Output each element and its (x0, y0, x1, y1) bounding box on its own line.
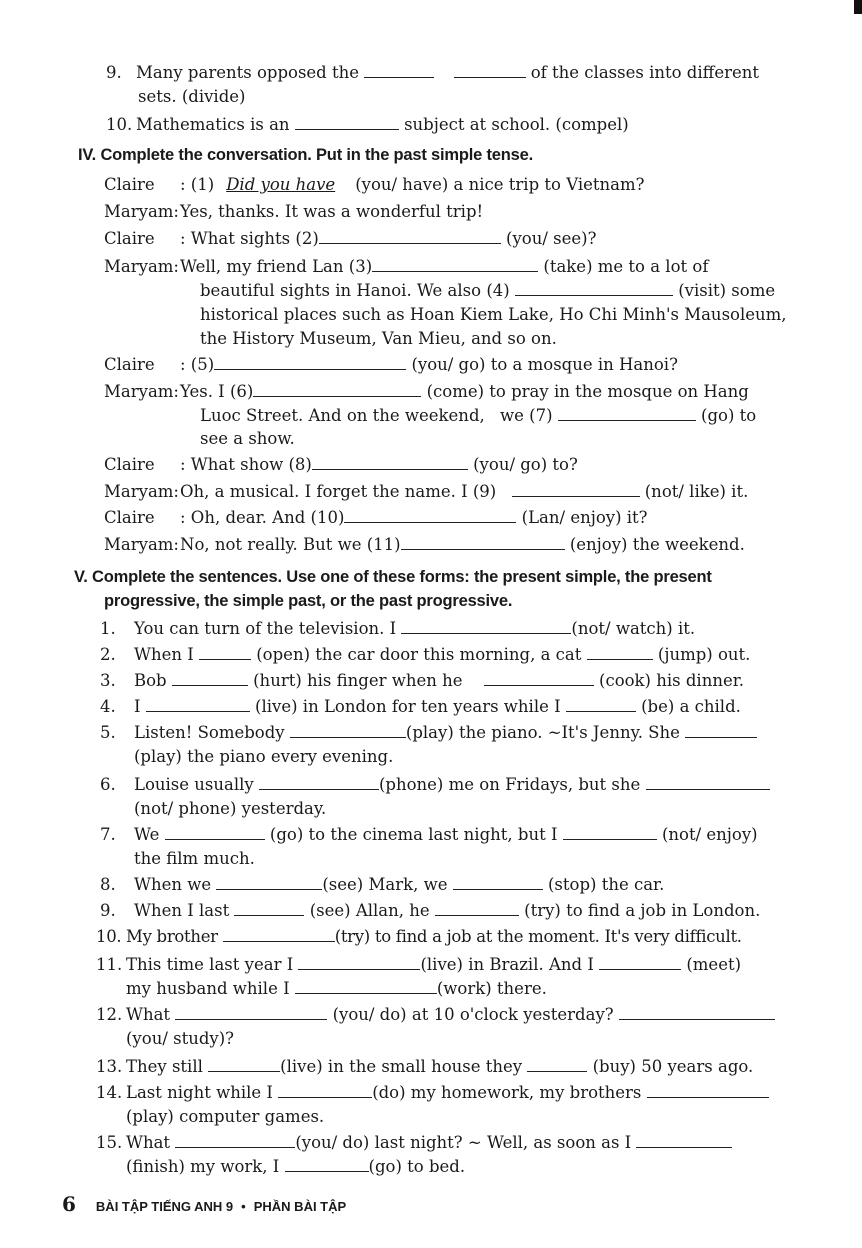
answer-blank[interactable] (223, 927, 335, 942)
answer-blank[interactable] (646, 775, 770, 790)
answer-blank[interactable] (512, 482, 640, 497)
answer-blank[interactable] (636, 1133, 732, 1148)
ex5-item-7 (100, 824, 758, 846)
sentence-text: (go) to bed. (368, 1157, 466, 1176)
sentence-text: (see) Mark, we (322, 875, 448, 894)
ex5-item-10 (96, 926, 742, 948)
answer-blank[interactable] (587, 645, 653, 660)
speaker-name: Claire (104, 455, 155, 474)
speaker-name: Claire (104, 508, 155, 527)
answer-blank[interactable] (253, 382, 421, 397)
dialogue-line-2 (104, 201, 483, 223)
dialogue-line-6-cont (200, 405, 756, 427)
ex5-item-14 (96, 1082, 769, 1104)
answer-blank[interactable] (175, 1133, 295, 1148)
sentence-text: (go) to the cinema last night, but I (269, 825, 558, 844)
dialogue-line-1 (104, 174, 644, 196)
answer-blank[interactable] (216, 875, 322, 890)
dialogue-text: (Lan/ enjoy) it? (521, 508, 648, 527)
item-number: 14. (96, 1083, 123, 1102)
sentence-text: (jump) out. (657, 645, 751, 664)
item-number: 9. (106, 63, 122, 82)
section-title: PHẦN BÀI TẬP (253, 1199, 347, 1214)
item-number: 7. (100, 825, 116, 844)
dialogue-line-5 (104, 354, 678, 376)
answer-blank[interactable] (563, 825, 657, 840)
sentence-text: the film much. (134, 849, 255, 868)
sentence-text: What (126, 1133, 171, 1152)
sentence-text: subject at school. (compel) (404, 115, 629, 134)
answer-blank[interactable] (515, 281, 673, 296)
ex5-item-6 (100, 774, 770, 796)
answer-blank[interactable] (527, 1057, 587, 1072)
dialogue-text: (go) to (701, 406, 757, 425)
answer-blank[interactable] (364, 63, 434, 78)
sentence-text: (be) a child. (641, 697, 741, 716)
answer-blank[interactable] (290, 723, 406, 738)
sentence-text: (try) to find a job in London. (524, 901, 761, 920)
answer-blank[interactable] (435, 901, 519, 916)
ex3-item-9-line1 (106, 62, 759, 84)
sentence-text: Last night while I (126, 1083, 273, 1102)
dialogue-text: we (7) (500, 406, 553, 425)
dialogue-text: (visit) some (678, 281, 776, 300)
item-number: 1. (100, 619, 116, 638)
dialogue-text: the History Museum, Van Mieu, and so on. (200, 329, 557, 348)
dialogue-text: : What sights (2) (180, 229, 319, 248)
ex5-item-4 (100, 696, 741, 718)
dialogue-text: see a show. (200, 429, 295, 448)
sentence-text: Many parents opposed the (136, 63, 359, 82)
sentence-text: (not/ enjoy) (661, 825, 758, 844)
dialogue-text: : What show (8) (180, 455, 312, 474)
ex5-item-6-cont (134, 798, 326, 820)
sentence-text: (buy) 50 years ago. (592, 1057, 754, 1076)
dialogue-text: (come) to pray in the mosque on Hang (426, 382, 749, 401)
ex5-item-1 (100, 618, 695, 640)
speaker-name: Maryam: (104, 482, 179, 501)
dialogue-text: Yes. I (6) (180, 382, 254, 401)
dialogue-text: : (5) (180, 355, 215, 374)
answer-blank[interactable] (278, 1083, 372, 1098)
sentence-text: When I (134, 645, 194, 664)
dialogue-text: : Oh, dear. And (10) (180, 508, 345, 527)
sentence-text: (cook) his dinner. (599, 671, 745, 690)
sentence-text: sets. (divide) (138, 87, 246, 106)
item-number: 3. (100, 671, 116, 690)
dialogue-line-10 (104, 534, 745, 556)
sentence-text: When we (134, 875, 212, 894)
answer-blank[interactable] (165, 825, 265, 840)
item-number: 12. (96, 1005, 123, 1024)
ex5-item-13 (96, 1056, 753, 1078)
sentence-text: of the classes into different (530, 63, 760, 82)
item-number: 2. (100, 645, 116, 664)
dialogue-line-7 (104, 454, 578, 476)
sentence-text: (you/ study)? (126, 1029, 235, 1048)
dialogue-text: (you/ see)? (506, 229, 597, 248)
sentence-text: (not/ phone) yesterday. (134, 799, 327, 818)
ex5-item-12 (96, 1004, 775, 1026)
dialogue-line-6 (104, 381, 749, 403)
dialogue-line-4-cont3 (200, 328, 557, 350)
dialogue-line-4-cont2 (200, 304, 787, 326)
dialogue-text: beautiful sights in Hanoi. We also (4) (200, 281, 510, 300)
answer-blank[interactable] (558, 406, 696, 421)
sentence-text: (live) in Brazil. And I (420, 955, 594, 974)
dialogue-text: : (1) (180, 175, 215, 194)
dialogue-text: Oh, a musical. I forget the name. I (9) (180, 482, 497, 501)
item-number: 6. (100, 775, 116, 794)
answer-blank[interactable] (199, 645, 251, 660)
exercise-5-heading-cont: progressive, the simple past, or the past progressive. (104, 592, 513, 610)
dialogue-line-9 (104, 507, 648, 529)
answer-blank[interactable] (599, 955, 681, 970)
speaker-name: Maryam: (104, 257, 179, 276)
sentence-text: (play) the piano. ~It's Jenny. She (405, 723, 680, 742)
ex3-item-9-line2 (138, 86, 245, 108)
ex5-item-9 (100, 900, 760, 922)
answer-blank[interactable] (401, 619, 571, 634)
answer-blank[interactable] (234, 901, 304, 916)
item-number: 15. (96, 1133, 123, 1152)
sentence-text: my husband while I (126, 979, 290, 998)
ex3-item-10 (106, 114, 629, 136)
ex5-item-15 (96, 1132, 732, 1154)
ex5-item-12-cont (126, 1028, 234, 1050)
sentence-text: When I last (134, 901, 230, 920)
dialogue-text: historical places such as Hoan Kiem Lake, Ho Chi Minh's Mausoleum, (200, 305, 787, 324)
exercise-5-heading: V. Complete the sentences. Use one of these forms: the present simple, the present (74, 568, 712, 586)
sentence-text: (live) in the small house they (280, 1057, 523, 1076)
sentence-text: (do) my homework, my brothers (372, 1083, 642, 1102)
answer-blank[interactable] (208, 1057, 280, 1072)
answer-blank[interactable] (146, 697, 250, 712)
dialogue-text: (you/ have) a nice trip to Vietnam? (355, 175, 645, 194)
dialogue-text: Yes, thanks. It was a wonderful trip! (180, 202, 484, 221)
answer-blank[interactable] (214, 355, 406, 370)
answer-blank[interactable] (647, 1083, 769, 1098)
sentence-text: (work) there. (436, 979, 547, 998)
answer-blank[interactable] (484, 671, 594, 686)
answer-blank[interactable] (285, 1157, 369, 1172)
ex5-item-15-cont (126, 1156, 465, 1178)
answer-blank[interactable] (175, 1005, 327, 1020)
item-number: 8. (100, 875, 116, 894)
sentence-text: (play) computer games. (126, 1107, 325, 1126)
sentence-text: You can turn of the television. I (134, 619, 397, 638)
answer-blank[interactable] (344, 508, 516, 523)
sentence-text: (live) in London for ten years while I (255, 697, 561, 716)
exercise-4-heading: IV. Complete the conversation. Put in the past simple tense. (78, 146, 534, 164)
page-footer (62, 1192, 346, 1216)
speaker-name: Claire (104, 355, 155, 374)
item-number: 10. (96, 927, 122, 946)
dialogue-line-6-cont2 (200, 428, 295, 450)
sentence-text: They still (126, 1057, 203, 1076)
speaker-name: Maryam: (104, 382, 179, 401)
answer-blank[interactable] (566, 697, 636, 712)
sentence-text: Louise usually (134, 775, 254, 794)
ex5-item-11 (96, 954, 741, 976)
dialogue-text: (take) me to a lot of (543, 257, 709, 276)
dialogue-line-3 (104, 228, 596, 250)
answer-blank[interactable] (401, 535, 565, 550)
item-number: 13. (96, 1057, 123, 1076)
ex5-item-5-cont (134, 746, 393, 768)
sentence-text: Bob (134, 671, 167, 690)
item-number: 4. (100, 697, 116, 716)
answer-blank[interactable] (298, 955, 420, 970)
example-answer: Did you have (226, 175, 336, 194)
ex5-item-14-cont (126, 1106, 324, 1128)
sentence-text: What (126, 1005, 171, 1024)
item-number: 5. (100, 723, 116, 742)
answer-blank[interactable] (319, 229, 501, 244)
dialogue-line-8 (104, 481, 748, 503)
answer-blank[interactable] (172, 671, 248, 686)
ex5-item-5 (100, 722, 757, 744)
answer-blank[interactable] (454, 63, 526, 78)
dialogue-text: No, not really. But we (11) (180, 535, 401, 554)
dialogue-text: (you/ go) to a mosque in Hanoi? (411, 355, 678, 374)
answer-blank[interactable] (372, 257, 538, 272)
item-number: 11. (96, 955, 123, 974)
sentence-text: I (134, 697, 141, 716)
sentence-text: (play) the piano every evening. (134, 747, 394, 766)
speaker-name: Maryam: (104, 535, 179, 554)
sentence-text: My brother (126, 927, 218, 946)
sentence-text: (you/ do) last night? ~ Well, as soon as I (295, 1133, 632, 1152)
answer-blank[interactable] (619, 1005, 775, 1020)
sentence-text: Mathematics is an (136, 115, 290, 134)
dialogue-line-4-cont (200, 280, 775, 302)
answer-blank[interactable] (312, 455, 468, 470)
item-number: 10. (106, 115, 133, 134)
answer-blank[interactable] (295, 115, 399, 130)
ex5-item-7-cont (134, 848, 255, 870)
dialogue-text: (enjoy) the weekend. (569, 535, 745, 554)
book-title: BÀI TẬP TIẾNG ANH 9 (95, 1199, 234, 1214)
sentence-text: (not/ watch) it. (571, 619, 696, 638)
answer-blank[interactable] (295, 979, 437, 994)
sentence-text: This time last year I (126, 955, 294, 974)
dialogue-text: Luoc Street. And on the weekend, (200, 406, 485, 425)
ex5-item-2 (100, 644, 750, 666)
dialogue-text: (you/ go) to? (473, 455, 578, 474)
item-number: 9. (100, 901, 116, 920)
footer-separator: • (241, 1199, 246, 1214)
sentence-text: We (134, 825, 160, 844)
speaker-name: Claire (104, 229, 155, 248)
ex5-item-11-cont (126, 978, 547, 1000)
sentence-text: (try) to find a job at the moment. It's very difficult. (334, 927, 742, 946)
sentence-text: (open) the car door this morning, a cat (256, 645, 582, 664)
answer-blank[interactable] (259, 775, 379, 790)
dialogue-text: (not/ like) it. (644, 482, 749, 501)
page-corner-mark (854, 0, 862, 14)
sentence-text: (hurt) his finger when he (253, 671, 463, 690)
answer-blank[interactable] (685, 723, 757, 738)
sentence-text: (phone) me on Fridays, but she (378, 775, 641, 794)
dialogue-line-4 (104, 256, 708, 278)
sentence-text: (stop) the car. (548, 875, 665, 894)
sentence-text: (finish) my work, I (126, 1157, 280, 1176)
sentence-text: (see) Allan, he (309, 901, 430, 920)
dialogue-text: Well, my friend Lan (3) (180, 257, 373, 276)
speaker-name: Maryam: (104, 202, 179, 221)
sentence-text: (meet) (686, 955, 742, 974)
ex5-item-8 (100, 874, 664, 896)
page-number: 6 (62, 1192, 76, 1216)
sentence-text: (you/ do) at 10 o'clock yesterday? (332, 1005, 614, 1024)
sentence-text: Listen! Somebody (134, 723, 285, 742)
answer-blank[interactable] (453, 875, 543, 890)
ex5-item-3 (100, 670, 744, 692)
speaker-name: Claire (104, 175, 155, 194)
